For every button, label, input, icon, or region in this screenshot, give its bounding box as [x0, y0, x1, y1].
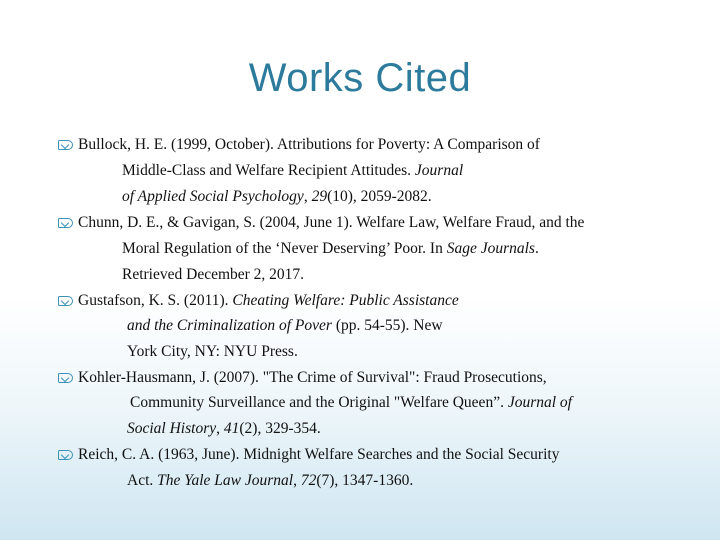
reference-text: Chunn, D. E., & Gavigan, S. (2004, June 1). Welfare Law, Welfare Fraud, and the [78, 214, 585, 231]
reference-1-line-1 [78, 135, 540, 155]
slide-title: Works Cited [248, 56, 472, 100]
reference-2-line-2 [122, 239, 539, 259]
reference-4-line-3 [127, 419, 321, 439]
reference-3-line-1 [78, 291, 459, 311]
reference-1-line-3 [122, 187, 432, 207]
reference-text: , [293, 472, 301, 489]
reference-italic-text: of Applied Social Psychology [122, 188, 304, 205]
reference-4-line-1 [78, 368, 547, 388]
reference-1-line-2 [122, 161, 463, 181]
arrow-bullet-icon [58, 450, 73, 460]
reference-text: Community Surveillance and the Original "Welfare Queen”. [130, 394, 508, 411]
arrow-bullet-icon [58, 296, 73, 306]
reference-5-line-2 [127, 471, 413, 491]
reference-2-line-3 [122, 265, 304, 285]
reference-italic-text: Social History [127, 420, 217, 437]
reference-3-line-3 [127, 342, 298, 362]
reference-italic-text: and the Criminalization of Pover [127, 317, 332, 334]
reference-italic-text: Sage Journals [446, 240, 535, 257]
reference-text: (10), 2059-2082. [327, 188, 432, 205]
reference-italic-text: Journal [414, 162, 464, 179]
reference-text: Reich, C. A. (1963, June). Midnight Welfare Searches and the Social Security [78, 446, 560, 463]
reference-text: York City, NY: NYU Press. [127, 343, 298, 360]
reference-2-line-1 [78, 213, 584, 233]
reference-text: (2), 329-354. [239, 420, 321, 437]
reference-italic-text: 41 [223, 420, 240, 437]
reference-italic-text: Journal of [507, 394, 572, 411]
reference-italic-text: 29 [311, 188, 328, 205]
reference-4-line-2 [130, 393, 572, 413]
reference-text: Bullock, H. E. (1999, October). Attributions for Poverty: A Comparison of [78, 136, 540, 153]
reference-text: , [216, 420, 224, 437]
reference-italic-text: The Yale Law Journal [157, 472, 294, 489]
arrow-bullet-icon [58, 218, 73, 228]
reference-5-line-1 [78, 445, 559, 465]
reference-text: . [534, 240, 539, 257]
reference-text: (pp. 54-55). New [331, 317, 443, 334]
reference-text: Middle-Class and Welfare Recipient Attitudes. [122, 162, 415, 179]
reference-text: Kohler-Hausmann, J. (2007). "The Crime of Survival": Fraud Prosecutions, [78, 369, 547, 386]
reference-text: Act. [127, 472, 158, 489]
arrow-bullet-icon [58, 373, 73, 383]
arrow-bullet-icon [58, 140, 73, 150]
reference-3-line-2 [127, 316, 443, 336]
reference-text: (7), 1347-1360. [316, 472, 414, 489]
reference-text: Retrieved December 2, 2017. [122, 266, 305, 283]
reference-text: , [303, 188, 312, 205]
reference-italic-text: Cheating Welfare: Public Assistance [232, 292, 459, 309]
reference-text: Gustafson, K. S. (2011). [78, 292, 233, 309]
reference-italic-text: 72 [300, 472, 317, 489]
reference-text: Moral Regulation of the ‘Never Deserving’ Poor. In [122, 240, 447, 257]
